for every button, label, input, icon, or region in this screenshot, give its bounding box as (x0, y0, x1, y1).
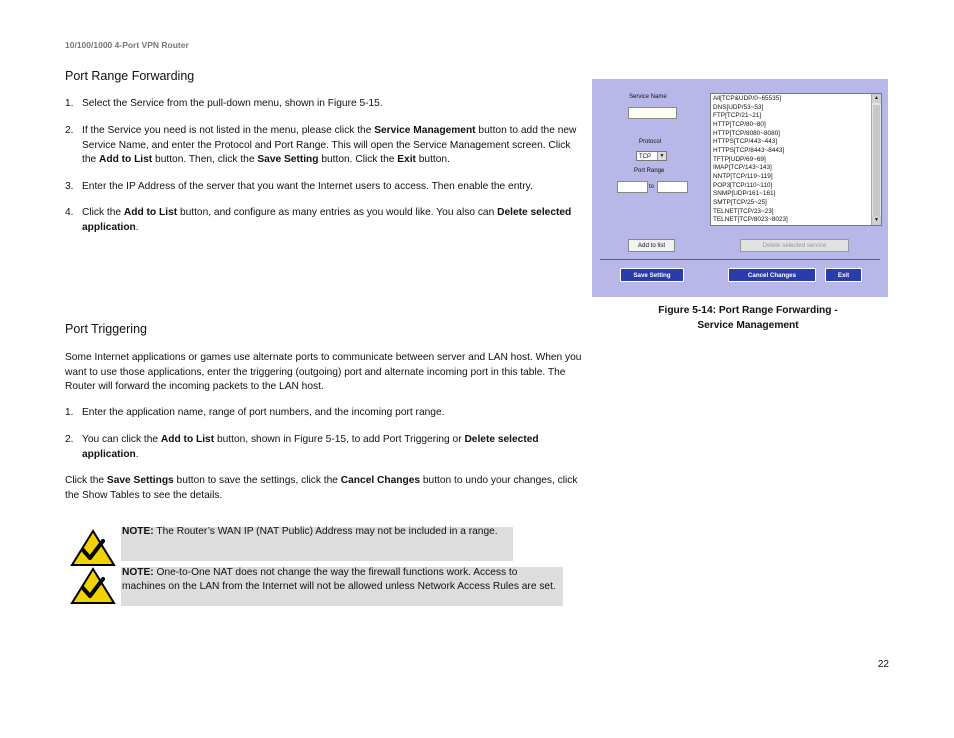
add-to-list-button[interactable]: Add to list (628, 239, 675, 252)
service-list-item[interactable]: HTTPS[TCP/8443~8443] (713, 146, 785, 154)
list-number: 1. (65, 98, 74, 109)
list-item (65, 206, 585, 235)
caption-line-1: Figure 5-14: Port Range Forwarding - (658, 305, 838, 316)
service-list-item[interactable]: TELNET[TCP/23~23] (713, 207, 774, 215)
scroll-thumb[interactable] (873, 105, 880, 220)
list-number: 1. (65, 407, 74, 418)
to-label: to (649, 184, 655, 190)
list-number: 2. (65, 125, 74, 136)
service-management-figure (592, 79, 888, 297)
list-item (65, 406, 585, 421)
list-number: 4. (65, 207, 74, 218)
service-list-item[interactable]: HTTP[TCP/8080~8080] (713, 129, 780, 137)
service-list[interactable] (710, 93, 882, 226)
list-text: Select the Service from the pull-down menu, shown in Figure 5-15. (82, 98, 383, 109)
list-text: You can click the Add to List button, shown in Figure 5-15, to add Port Triggering or Delete selected application. (82, 434, 539, 460)
service-list-item[interactable]: FTP[TCP/21~21] (713, 112, 762, 120)
note-text: NOTE: The Router’s WAN IP (NAT Public) Address may not be included in a range. (122, 526, 498, 537)
list-text: Click the Add to List button, and configure as many entries as you would like. You also can Delete selected application. (82, 207, 572, 233)
note-text: NOTE: One-to-One NAT does not change the way the firewall functions work. Access to machines on the LAN from the Internet will not be allowed unless Network Access Rules are set. (122, 567, 556, 592)
service-list-item[interactable]: TFTP[UDP/69~69] (713, 155, 766, 163)
list-item (65, 433, 585, 462)
service-name-input[interactable] (628, 107, 677, 119)
page-number: 22 (877, 659, 889, 670)
save-setting-button[interactable]: Save Setting (620, 268, 684, 282)
section-title-port-triggering: Port Triggering (65, 322, 147, 336)
service-list-item[interactable]: DNS[UDP/53~53] (713, 103, 764, 111)
running-header: 10/100/1000 4-Port VPN Router (65, 40, 189, 50)
list-text: If the Service you need is not listed in the menu, please click the Service Management button to add the new Service Name, and enter the Protocol and Port Range. This will open the Service Management screen. Click the Add to List button. Then, click the Save Setting button. Click the Exit button. (82, 125, 577, 165)
checkmark-note-icon (70, 567, 116, 605)
delete-selected-service-button[interactable]: Delete selected service (740, 239, 849, 252)
service-list-item[interactable]: TELNET[TCP/8023~8023] (713, 216, 788, 224)
list-number: 3. (65, 181, 74, 192)
service-name-label: Service Name (629, 94, 667, 100)
service-list-item[interactable]: SNMP[UDP/161~161] (713, 190, 776, 198)
protocol-select[interactable] (636, 151, 667, 161)
checkmark-note-icon (70, 529, 116, 567)
service-list-items (713, 95, 788, 225)
caption-line-2: Service Management (697, 320, 799, 331)
list-number: 2. (65, 434, 74, 445)
section-title-port-range-forwarding: Port Range Forwarding (65, 69, 195, 83)
service-list-item[interactable]: IMAP[TCP/143~143] (713, 164, 772, 172)
service-list-item[interactable]: HTTPS[TCP/443~443] (713, 138, 778, 146)
exit-button[interactable]: Exit (825, 268, 862, 282)
divider (600, 259, 880, 260)
service-list-item[interactable]: All[TCP&UDP/0~65535] (713, 95, 782, 102)
protocol-label: Protocol (639, 139, 662, 145)
port-range-end-input[interactable] (657, 181, 688, 193)
closing-paragraph: Click the Save Settings button to save the settings, click the Cancel Changes button to undo your changes, click the Show Tables to see the details. (65, 475, 578, 501)
scroll-up-icon[interactable]: ▲ (872, 94, 881, 103)
list-item (65, 180, 585, 195)
service-list-item[interactable]: POP3[TCP/110~110] (713, 181, 773, 189)
service-list-item[interactable]: SMTP[TCP/25~25] (713, 198, 767, 206)
chevron-down-icon: ▼ (657, 152, 666, 160)
port-range-start-input[interactable] (617, 181, 648, 193)
list-item (65, 124, 585, 168)
scroll-down-icon[interactable]: ▼ (872, 216, 881, 225)
list-item (65, 97, 585, 112)
figure-caption (638, 303, 858, 333)
scrollbar[interactable] (871, 94, 881, 225)
list-text: Enter the IP Address of the server that you want the Internet users to access. Then enable the entry. (82, 181, 533, 192)
port-range-label: Port Range (634, 168, 665, 174)
service-list-item[interactable]: HTTP[TCP/80~80] (713, 120, 766, 128)
list-text: Enter the application name, range of port numbers, and the incoming port range. (82, 407, 445, 418)
cancel-changes-button[interactable]: Cancel Changes (728, 268, 816, 282)
protocol-value: TCP (639, 154, 651, 160)
intro-paragraph: Some Internet applications or games use alternate ports to communicate between server and LAN host. When you want to use those applications, enter the triggering (outgoing) port and alternate incoming port in this table. The Router will forward the incoming packets to the LAN host. (65, 352, 582, 392)
service-list-item[interactable]: NNTP[TCP/119~119] (713, 172, 773, 180)
